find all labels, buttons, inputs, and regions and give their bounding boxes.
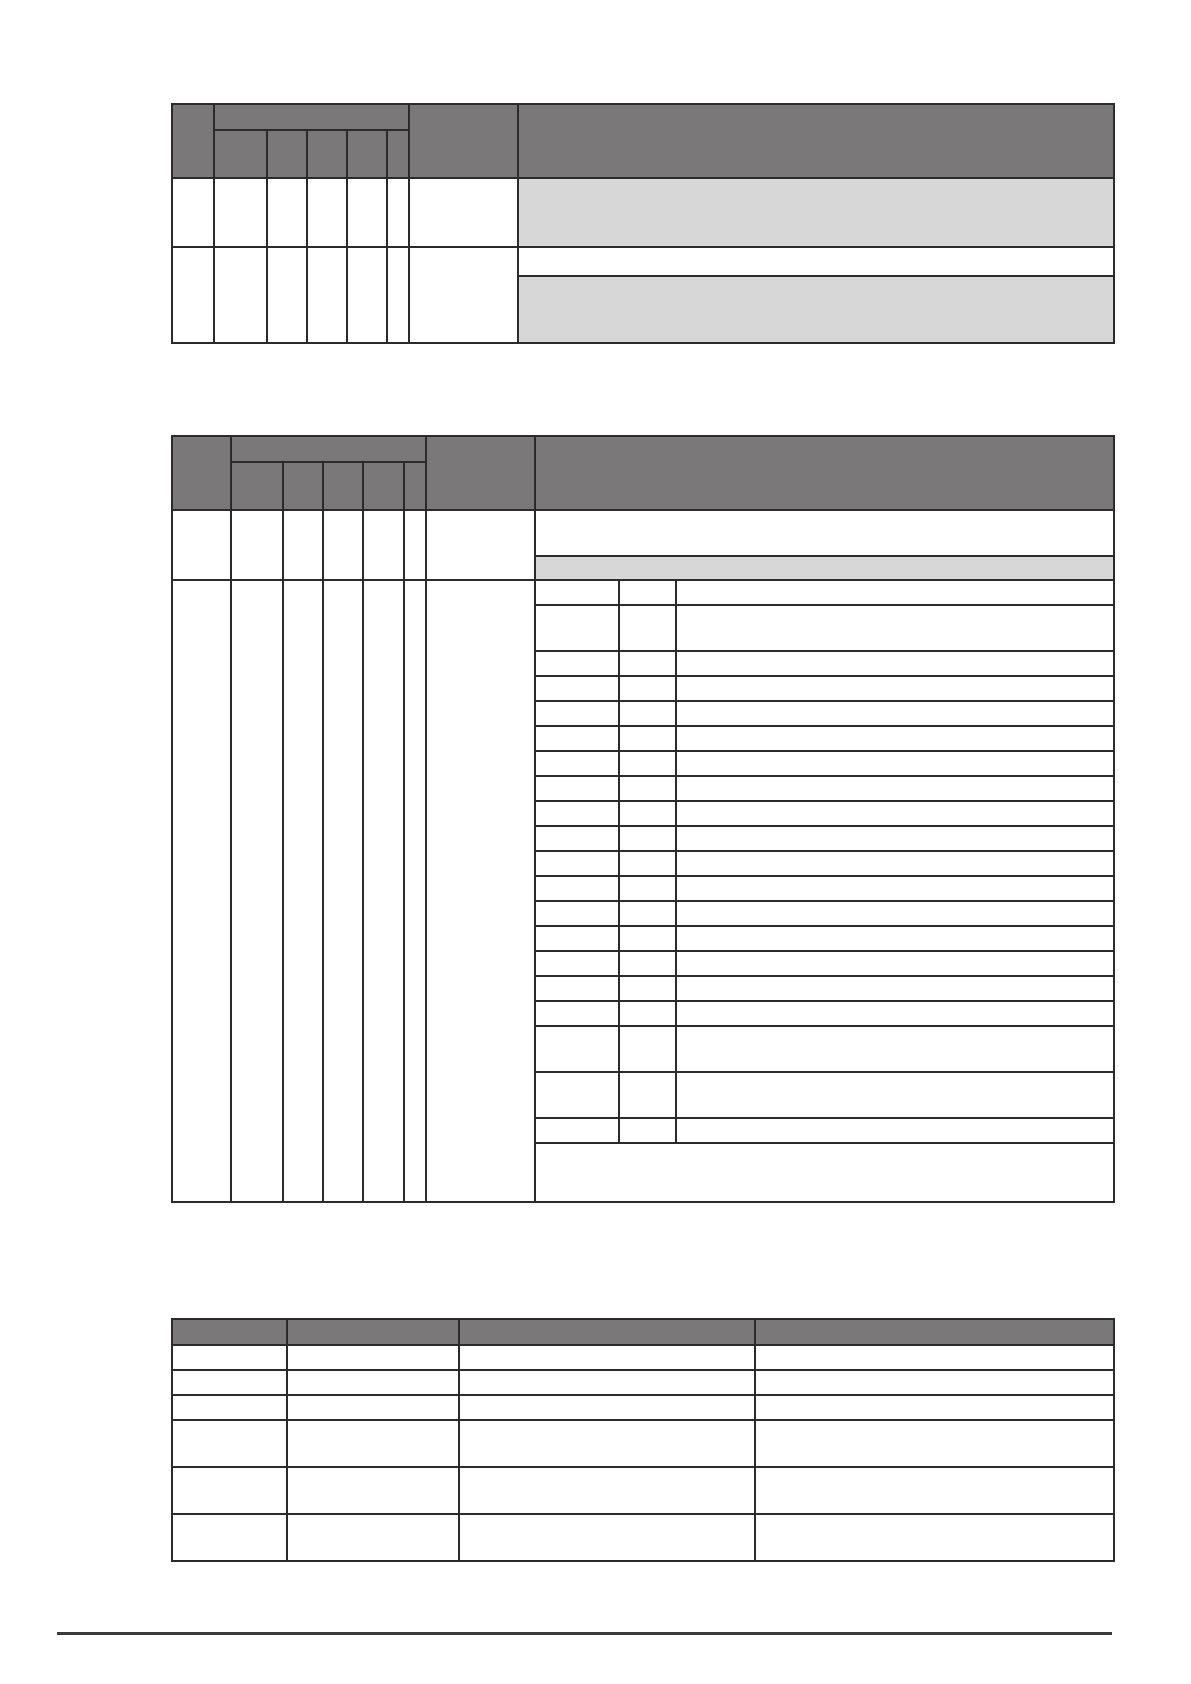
table-2-nested-col-divider	[675, 579, 677, 1142]
table-2-nested-row-divider	[534, 850, 1113, 852]
table-2	[171, 435, 1115, 1203]
table-2-nested-row-divider	[534, 1000, 1113, 1002]
table-3-header	[173, 1320, 1113, 1345]
table-2-nested-row-divider	[534, 725, 1113, 727]
table-2-nested-row-divider	[534, 875, 1113, 877]
table-3	[171, 1318, 1115, 1562]
table-2-nested-row-divider	[534, 950, 1113, 952]
table-2-nested-row-divider	[534, 1142, 1113, 1144]
table-2-nested-row-divider	[534, 604, 1113, 606]
table-1-row-1-description	[518, 178, 1113, 247]
table-2-nested-row-divider	[534, 1117, 1113, 1119]
table-2-header	[173, 437, 1113, 510]
table-1-row-2b-description	[518, 276, 1113, 342]
table-1	[171, 103, 1115, 344]
table-2-nested-row-divider	[534, 925, 1113, 927]
table-2-nested-row-divider	[534, 975, 1113, 977]
table-2-nested-row-divider	[534, 675, 1113, 677]
table-2-nested-row-divider	[534, 700, 1113, 702]
table-2-nested-row-divider	[534, 800, 1113, 802]
table-2-nested-col-divider	[618, 579, 620, 1142]
table-2-nested-row-divider	[534, 900, 1113, 902]
footer-rule	[57, 1632, 1112, 1635]
table-2-nested-row-divider	[534, 1025, 1113, 1027]
table-2-nested-row-divider	[534, 750, 1113, 752]
table-2-row-1-subheading	[535, 556, 1113, 580]
table-2-nested-row-divider	[534, 825, 1113, 827]
table-2-nested-row-divider	[534, 1071, 1113, 1073]
table-1-header	[173, 105, 1113, 178]
table-2-nested-row-divider	[534, 650, 1113, 652]
table-2-nested-row-divider	[534, 775, 1113, 777]
